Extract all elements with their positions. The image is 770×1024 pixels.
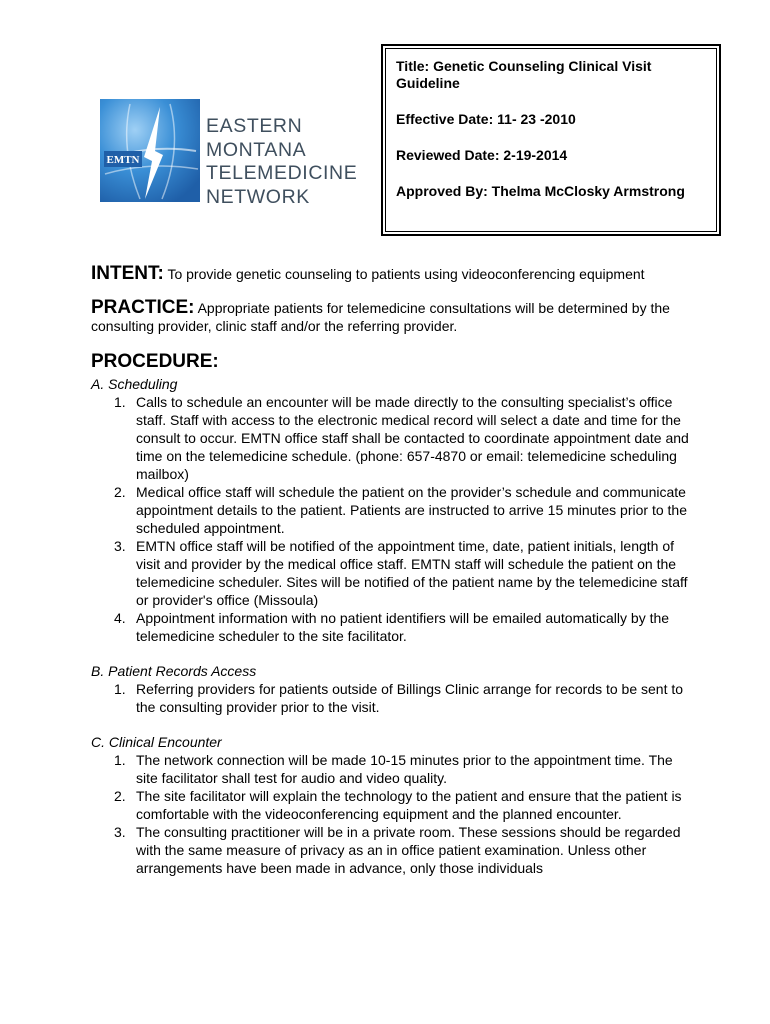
list-item: 4. Appointment information with no patient identifiers will be emailed automatically by the telemedicine scheduler to the site facilitator. xyxy=(114,610,670,644)
intent-heading: INTENT: xyxy=(91,263,164,284)
scheduling-list xyxy=(91,393,691,645)
logo-line: TELEMEDICINE xyxy=(206,162,358,184)
logo-line: NETWORK xyxy=(206,185,310,208)
procedure-heading: PROCEDURE: xyxy=(91,351,219,372)
logo-line: EASTERN xyxy=(206,115,303,137)
reviewed-date: Reviewed Date: 2-19-2014 xyxy=(396,147,568,163)
practice-text: Appropriate patients for telemedicine consultations will be determined by the consulting provider, clinic staff and/or the referring provider. xyxy=(91,300,670,334)
practice-heading: PRACTICE: xyxy=(91,297,195,318)
effective-date: Effective Date: 11- 23 -2010 xyxy=(396,111,576,127)
emtn-globe-icon xyxy=(100,99,200,202)
emtn-logo xyxy=(100,99,372,208)
list-item: 3. The consulting practitioner will be in a private room. These sessions should be regarded with the same measure of privacy as an in office patient examination. Unless other arrangements have been made in advance, only those individuals xyxy=(114,824,681,876)
emtn-badge-text: EMTN xyxy=(106,154,140,166)
document-info-box xyxy=(381,44,721,236)
section-title-encounter: C. Clinical Encounter xyxy=(91,734,222,750)
logo-wordmark xyxy=(206,115,357,209)
records-list xyxy=(91,680,691,716)
intent-section xyxy=(91,265,691,283)
list-item: 1. Calls to schedule an encounter will be made directly to the consulting specialist’s office staff. Staff with access to the electronic medical record will select a date and time for the consult to occur. EMTN office staff shall be contacted to coordinate appointment date and time on the telemedicine schedule. (phone: 657-4870 or email: telemedicine scheduling mailbox) xyxy=(114,394,689,482)
document-title: Title: Genetic Counseling Clinical Visit Guideline xyxy=(396,58,652,91)
approved-by: Approved By: Thelma McClosky Armstrong xyxy=(396,183,685,199)
section-title-scheduling: A. Scheduling xyxy=(91,376,178,392)
list-item: 1. The network connection will be made 10-15 minutes prior to the appointment time. The site facilitator shall test for audio and video quality. xyxy=(114,752,673,786)
logo-line: MONTANA xyxy=(206,138,307,161)
intent-text: To provide genetic counseling to patients using videoconferencing equipment xyxy=(163,266,645,282)
section-title-records: B. Patient Records Access xyxy=(91,663,257,679)
list-item: 2. Medical office staff will schedule the patient on the provider’s schedule and communicate appointment details to the patient. Patients are instructed to arrive 15 minutes prior to the scheduled appointment. xyxy=(114,484,687,536)
document-body xyxy=(91,265,691,894)
list-item: 2. The site facilitator will explain the technology to the patient and ensure that the patient is comfortable with the videoconferencing equipment and the planned encounter. xyxy=(114,788,682,822)
encounter-list xyxy=(91,751,691,877)
list-item: 1. Referring providers for patients outside of Billings Clinic arrange for records to be sent to the consulting provider prior to the visit. xyxy=(114,681,684,715)
list-item: 3. EMTN office staff will be notified of the appointment time, date, patient initials, length of visit and provider by the medical office staff. EMTN staff will schedule the patient on the telemedicine scheduler. Sites will be notified of the patient name by the telemedicine staff or provider's office (Missoula) xyxy=(114,538,688,608)
practice-section xyxy=(91,299,691,335)
